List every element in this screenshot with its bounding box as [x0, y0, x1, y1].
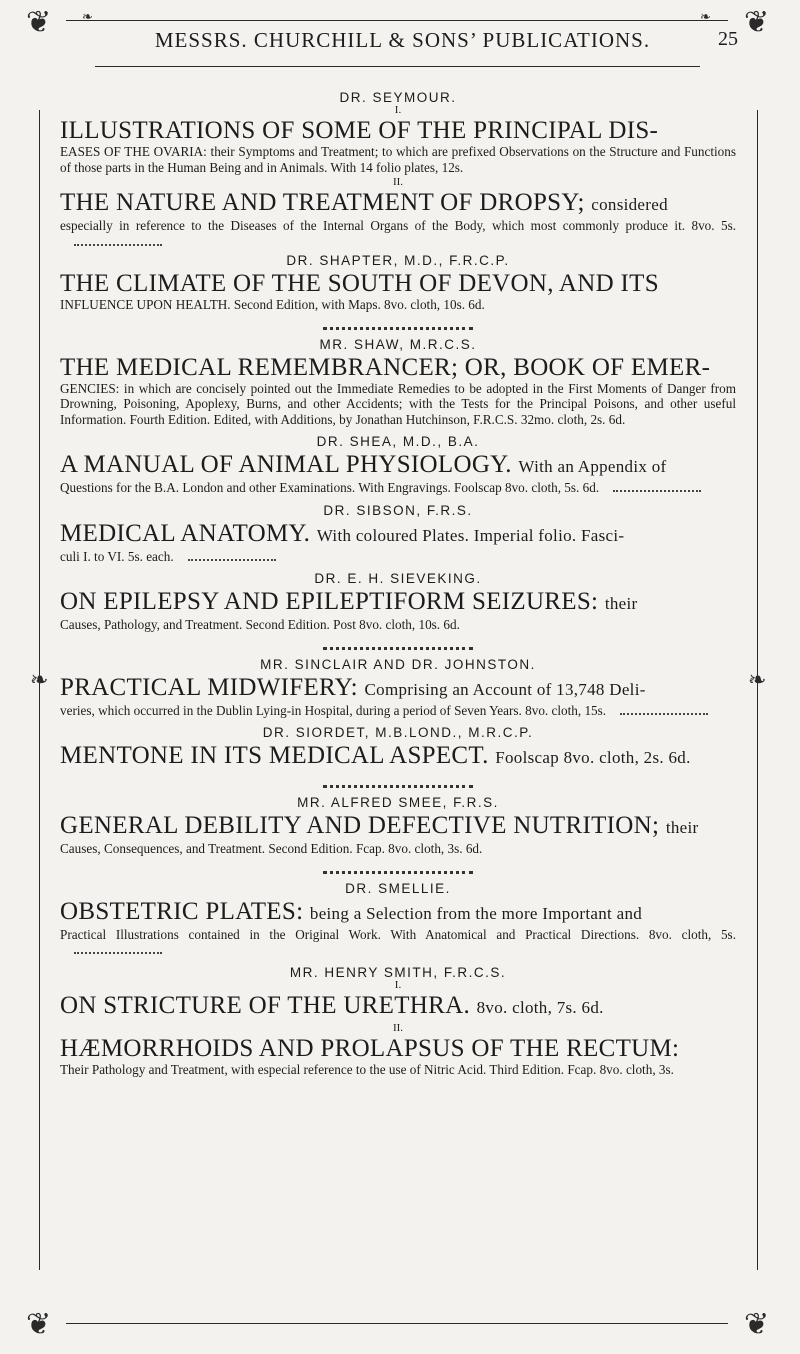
publication-entry [60, 1035, 736, 1078]
frame-top-line [66, 20, 728, 21]
publication-title: A MANUAL OF ANIMAL PHYSIOLOGY. [60, 451, 512, 478]
publication-description: EASES OF THE OVARIA: their Symptoms and Treatment; to which are prefixed Observations on the Structure and Functions of those parts in the Human Being and in Animals. With 14 folio plates, 12s. [60, 144, 736, 175]
publication-description: Causes, Pathology, and Treatment. Second Edition. Post 8vo. cloth, 10s. 6d. [60, 617, 460, 632]
entry-numeral: I. [394, 978, 402, 991]
publication-title: PRACTICAL MIDWIFERY: [60, 673, 358, 701]
publication-title-tail: their [604, 594, 638, 613]
wavy-rule [613, 485, 701, 492]
author-heading: MR. ALFRED SMEE, F.R.S. [297, 795, 499, 810]
publication-description: Questions for the B.A. London and other Examinations. With Engravings. Foolscap 8vo. cloth, 5s. 6d. [60, 480, 600, 495]
author-heading: DR. SIBSON, F.R.S. [323, 502, 473, 518]
publications-list [60, 83, 736, 1077]
entry-numeral: II. [392, 1021, 404, 1034]
header-rule [95, 66, 700, 67]
publication-description: INFLUENCE UPON HEALTH. Second Edition, with Maps. 8vo. cloth, 10s. 6d. [60, 297, 485, 312]
section-separator [323, 781, 473, 788]
section-separator [323, 323, 473, 330]
section-separator [323, 643, 473, 650]
publication-title-tail: Foolscap 8vo. cloth, 2s. 6d. [495, 748, 691, 767]
publication-entry [60, 992, 736, 1021]
publication-title-tail: With an Appendix of [518, 457, 667, 476]
publication-title: ON STRICTURE OF THE URETHRA. [60, 991, 471, 1019]
header-rule-ornament-icon: ❧ [700, 10, 711, 25]
author-heading: MR. HENRY SMITH, F.R.C.S. [289, 964, 507, 980]
side-ornament-icon: ❧ [748, 668, 767, 693]
publication-entry [60, 520, 736, 565]
page-number: 25 [718, 28, 738, 50]
author-heading: DR. SHAPTER, M.D., F.R.C.P. [286, 253, 510, 268]
running-header: MESSRS. CHURCHILL & SONS’ PUBLICATIONS. [154, 28, 651, 52]
publication-title-tail: 8vo. cloth, 7s. 6d. [476, 997, 604, 1017]
publication-entry [60, 898, 736, 958]
author-heading: DR. SHEA, M.D., B.A. [316, 434, 480, 449]
publication-title: OBSTETRIC PLATES: [60, 897, 304, 925]
publication-description: culi I. to VI. 5s. each. [60, 548, 174, 564]
section-separator [323, 867, 473, 874]
wavy-rule [74, 947, 162, 954]
publication-entry [60, 674, 736, 719]
publication-description: Practical Illustrations contained in the Original Work. With Anatomical and Practical Directions. 8vo. cloth, 5s. [60, 926, 736, 942]
frame-bottom-line [66, 1323, 728, 1324]
publication-title: THE MEDICAL REMEMBRANCER; OR, BOOK OF EMER- [60, 353, 711, 381]
publication-title: THE CLIMATE OF THE SOUTH OF DEVON, AND ITS [60, 270, 659, 297]
publication-entry [60, 270, 736, 313]
author-heading: DR. E. H. SIEVEKING. [314, 571, 482, 586]
publication-title-tail: being a Selection from the more Important and [309, 903, 643, 923]
publication-title-tail: considered [591, 195, 668, 214]
corner-ornament-icon: ❦ [744, 5, 770, 40]
corner-ornament-icon: ❦ [26, 1307, 52, 1342]
publication-description: especially in reference to the Diseases of the Internal Organs of the Body, which most commonly produce it. 8vo. 5s. [60, 218, 736, 233]
publication-description: GENCIES: in which are concisely pointed out the Immediate Remedies to be adopted in the First Moments of Danger from Drowning, Poisoning, Apoplexy, Burns, and other Accidents; with the Tests for the Principal Poisons, and other useful Information. Fourth Edition. Edited, with Additions, by Jonathan Hutchinson, F.R.C.S. 32mo. cloth, 2s. 6d. [60, 380, 736, 427]
header-rule-ornament-icon: ❧ [82, 10, 93, 25]
publication-entry [60, 354, 736, 428]
publication-title-tail: Comprising an Account of 13,748 Deli- [364, 679, 646, 699]
publication-entry [60, 588, 736, 633]
publication-title: THE NATURE AND TREATMENT OF DROPSY; [60, 189, 585, 216]
publication-entry [60, 117, 736, 175]
side-ornament-icon: ❧ [30, 668, 49, 693]
publication-description: Causes, Consequences, and Treatment. Second Edition. Fcap. 8vo. cloth, 3s. 6d. [60, 841, 483, 856]
publication-title: ILLUSTRATIONS OF SOME OF THE PRINCIPAL DIS- [60, 117, 659, 144]
publication-title: GENERAL DEBILITY AND DEFECTIVE NUTRITION; [60, 812, 660, 839]
wavy-rule [620, 708, 708, 715]
author-heading: DR. SMELLIE. [345, 880, 451, 896]
publication-title: MEDICAL ANATOMY. [60, 519, 311, 547]
wavy-rule [188, 554, 276, 561]
publication-entry [60, 189, 736, 249]
entry-numeral: II. [392, 176, 404, 188]
publication-title: HÆMORRHOIDS AND PROLAPSUS OF THE RECTUM: [60, 1034, 680, 1062]
publication-title-tail: their [665, 818, 699, 837]
publication-title-tail: With coloured Plates. Imperial folio. Fasci- [316, 525, 625, 545]
publication-title: MENTONE IN ITS MEDICAL ASPECT. [60, 742, 489, 769]
publication-title: ON EPILEPSY AND EPILEPTIFORM SEIZURES: [60, 588, 599, 615]
corner-ornament-icon: ❦ [744, 1307, 770, 1342]
author-heading: DR. SIORDET, M.B.LOND., M.R.C.P. [262, 725, 534, 740]
publication-entry [60, 742, 736, 771]
author-heading: DR. SEYMOUR. [339, 90, 457, 105]
author-heading: MR. SINCLAIR AND DR. JOHNSTON. [260, 656, 536, 672]
wavy-rule [74, 239, 162, 246]
corner-ornament-icon: ❦ [26, 5, 52, 40]
entry-numeral: I. [394, 104, 402, 116]
publication-description: Their Pathology and Treatment, with especial reference to the use of Nitric Acid. Third Edition. Fcap. 8vo. cloth, 3s. [60, 1061, 674, 1077]
publication-description: veries, which occurred in the Dublin Lying-in Hospital, during a period of Seven Years. 8vo. cloth, 15s. [60, 702, 607, 718]
author-heading: MR. SHAW, M.R.C.S. [319, 336, 477, 352]
publication-entry [60, 451, 736, 496]
publication-entry [60, 812, 736, 857]
